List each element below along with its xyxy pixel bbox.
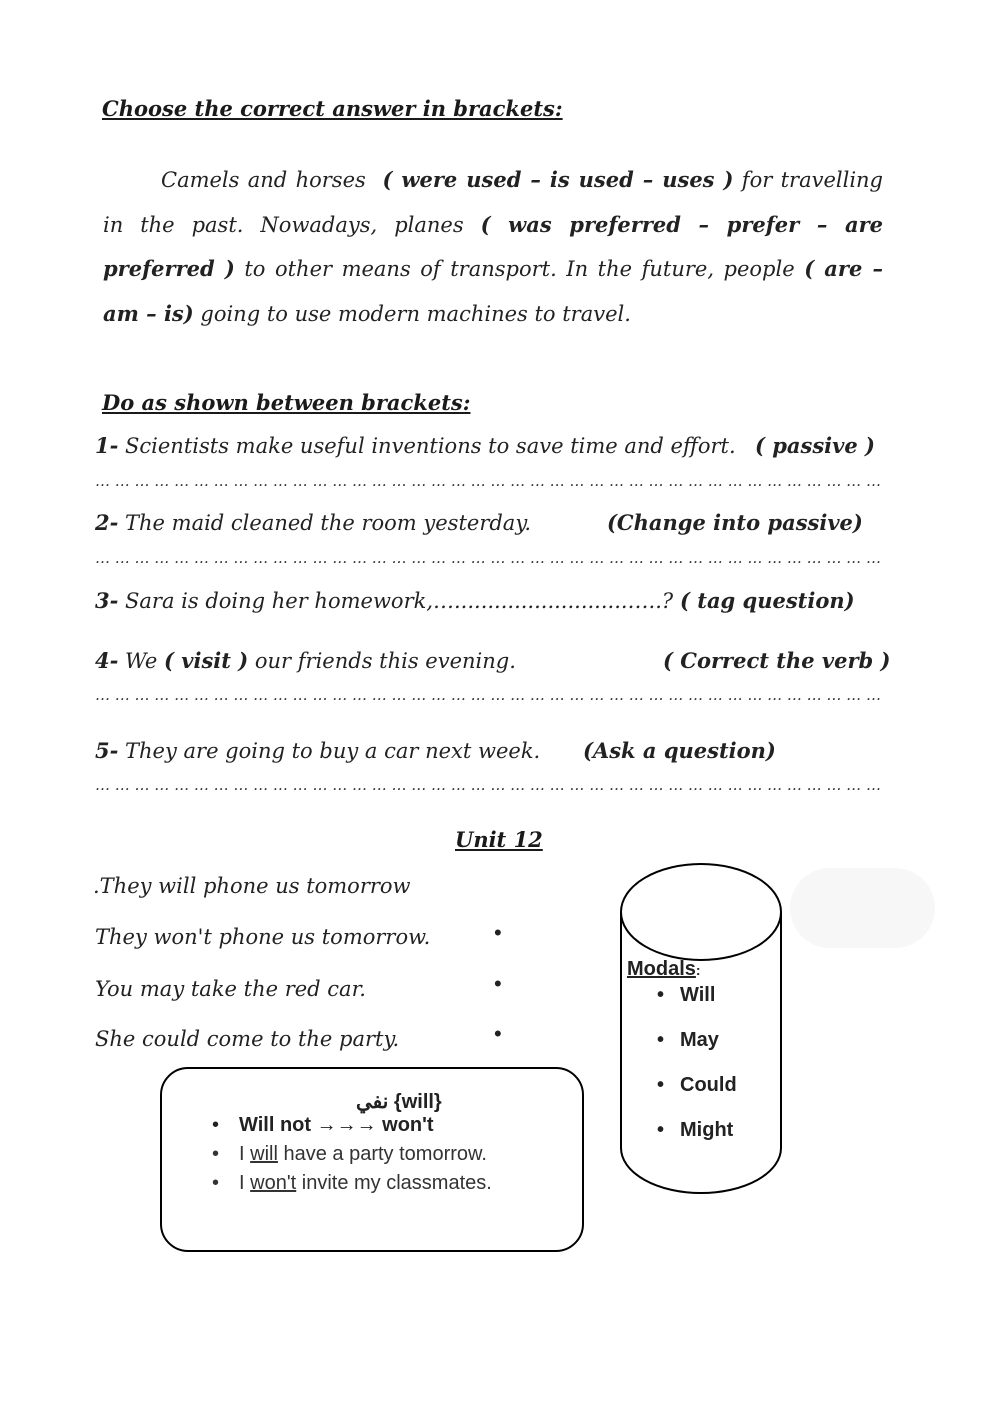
q4-verb: ( visit ) xyxy=(164,648,249,673)
section1-paragraph xyxy=(103,158,883,336)
bullet-marker: • xyxy=(494,971,502,996)
q4-instruction: ( Correct the verb ) xyxy=(663,648,891,673)
example-underlined: will xyxy=(250,1143,278,1165)
question-1 xyxy=(95,433,736,458)
example-post: have a party tomorrow. xyxy=(277,1143,487,1165)
q1-text: Scientists make useful inventions to save time and effort. xyxy=(125,434,736,458)
will-box-item-3 xyxy=(212,1172,492,1195)
question-5 xyxy=(95,738,540,763)
unit-sentence-1: .They will phone us tomorrow xyxy=(93,874,411,898)
question-2 xyxy=(95,510,531,535)
arrows: →→→ xyxy=(316,1114,377,1136)
q4-text-1: We xyxy=(125,649,158,673)
q3-number: 3- xyxy=(95,588,119,613)
q2-instruction: (Change into passive) xyxy=(607,510,863,535)
q5-text: They are going to buy a car next week. xyxy=(125,739,541,763)
bullet-marker: • xyxy=(657,984,665,1006)
q1-instruction: ( passive ) xyxy=(755,433,875,458)
modal-item xyxy=(657,984,715,1007)
q1-number: 1- xyxy=(95,433,119,458)
question-3 xyxy=(95,588,673,613)
modal-item xyxy=(657,1029,719,1052)
unit-title: Unit 12 xyxy=(455,827,543,852)
will-not-text: Will not xyxy=(239,1114,317,1136)
wont-text: won't xyxy=(376,1114,434,1136)
q4-number: 4- xyxy=(95,648,119,673)
modal-item-label: Might xyxy=(680,1119,734,1141)
will-box-item-1 xyxy=(212,1114,434,1137)
q5-number: 5- xyxy=(95,738,119,763)
example-post: invite my classmates. xyxy=(296,1172,492,1194)
bullet-marker: • xyxy=(657,1119,665,1141)
bullet-marker: • xyxy=(494,1021,502,1046)
answer-line-4: … … … … … … … … … … … … … … … … … … … … … … … … … … … … … … … … … … … … … … … … xyxy=(95,686,881,704)
bullet-marker: • xyxy=(657,1029,665,1051)
unit-sentence-3: You may take the red car. xyxy=(95,977,366,1001)
q5-instruction: (Ask a question) xyxy=(583,738,776,763)
will-box-title: نفي {will} xyxy=(356,1091,442,1113)
example-underlined: won't xyxy=(250,1172,297,1194)
modals-label xyxy=(627,958,701,981)
bullet-marker: • xyxy=(494,920,502,945)
answer-options-3: ( are – am – is) xyxy=(103,256,884,326)
will-box-item-2 xyxy=(212,1143,487,1166)
modal-item-label: Will xyxy=(680,984,716,1006)
answer-options-1: ( were used – is used – uses ) xyxy=(382,167,734,192)
unit-sentence-2: They won't phone us tomorrow. xyxy=(95,925,431,949)
answer-line-5: … … … … … … … … … … … … … … … … … … … … … … … … … … … … … … … … … … … … … … … … xyxy=(95,776,881,794)
unit-sentence-4: She could come to the party. xyxy=(95,1027,400,1051)
example-pre: I xyxy=(239,1143,251,1165)
modal-item xyxy=(657,1074,737,1097)
faint-shape xyxy=(790,868,935,948)
q4-text-2: our friends this evening. xyxy=(254,649,516,673)
modals-label-text: Modals xyxy=(627,958,696,980)
section1-heading: Choose the correct answer in brackets: xyxy=(102,96,563,121)
answer-options-2: ( was preferred – prefer – are preferred ) xyxy=(103,211,883,282)
bullet-marker: • xyxy=(212,1172,220,1194)
bullet-marker: • xyxy=(212,1114,220,1136)
q2-text: The maid cleaned the room yesterday. xyxy=(125,511,532,535)
answer-line-2: … … … … … … … … … … … … … … … … … … … … … … … … … … … … … … … … … … … … … … … … xyxy=(95,549,881,567)
example-pre: I xyxy=(239,1172,251,1194)
q3-text: Sara is doing her homework,…..........................…..? xyxy=(125,589,674,613)
question-4 xyxy=(95,648,516,673)
para-text-4: going to use modern machines to travel. xyxy=(200,301,631,326)
para-text-2: for travelling in the past. Nowadays, planes xyxy=(103,168,884,237)
section2-heading: Do as shown between brackets: xyxy=(102,390,471,415)
q2-number: 2- xyxy=(95,510,119,535)
bullet-marker: • xyxy=(657,1074,665,1096)
modal-item xyxy=(657,1119,733,1142)
modal-item-label: May xyxy=(680,1029,719,1051)
answer-line-1: … … … … … … … … … … … … … … … … … … … … … … … … … … … … … … … … … … … … … … … … xyxy=(95,472,881,490)
q3-instruction: ( tag question) xyxy=(680,588,855,613)
para-text-3: to other means of transport. In the future, people xyxy=(244,257,795,282)
modal-item-label: Could xyxy=(680,1074,737,1096)
para-text-1: Camels and horses xyxy=(161,168,366,192)
bullet-marker: • xyxy=(212,1143,220,1165)
modals-colon: : xyxy=(695,962,701,978)
